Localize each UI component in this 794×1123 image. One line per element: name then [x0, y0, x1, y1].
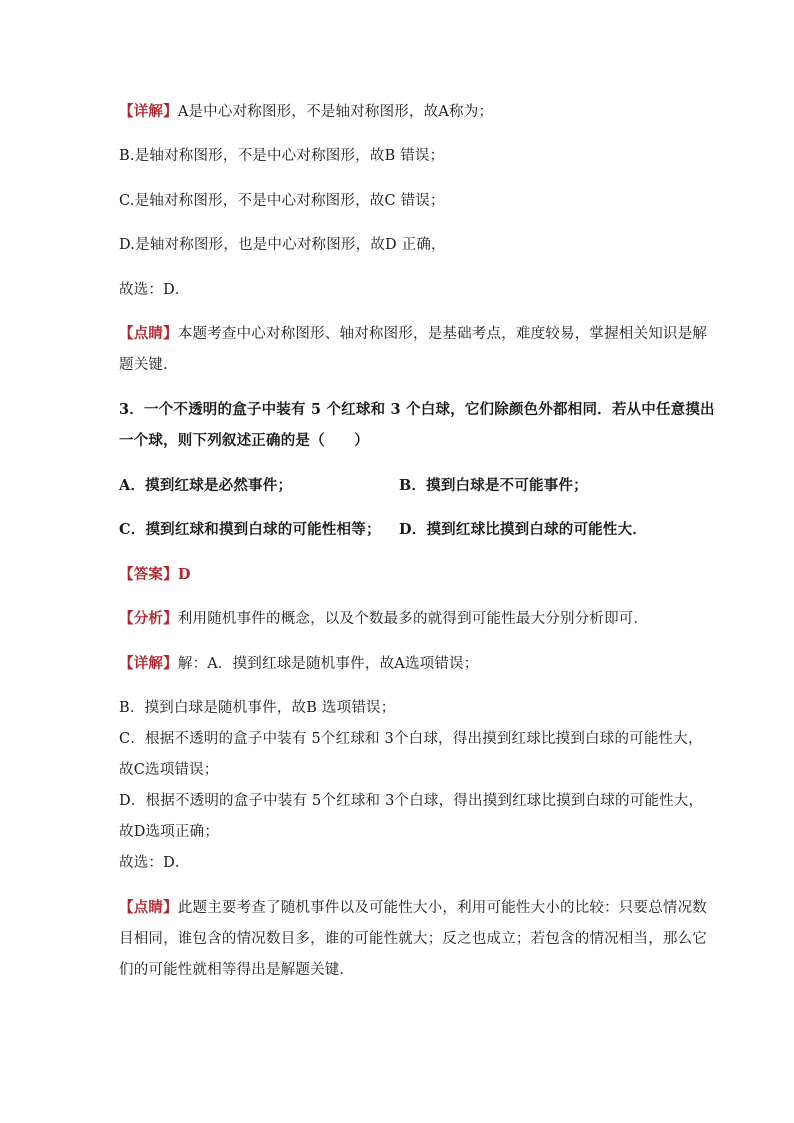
analysis-line — [119, 609, 648, 629]
prev-comment-line-1 — [119, 324, 707, 344]
prev-detail-line-3: C.是轴对称图形，不是中心对称图形，故C 错误； — [119, 193, 445, 209]
option-d: D．摸到红球比摸到白球的可能性大． — [399, 521, 647, 538]
comment-line-3: 们的可能性就相等得出是解题关键． — [119, 962, 355, 978]
analysis-text: 利用随机事件的概念，以及个数最多的就得到可能性最大分别分析即可． — [177, 611, 649, 627]
detail-line-5: D．根据不透明的盒子中装有 5个红球和 3个白球，得出摸到红球比摸到白球的可能性大， — [119, 793, 704, 809]
detail-line-3: C．根据不透明的盒子中装有 5个红球和 3个白球，得出摸到红球比摸到白球的可能性大， — [119, 731, 703, 747]
prev-comment-line-2: 题关键． — [119, 357, 178, 373]
option-a: A．摸到红球是必然事件； — [119, 477, 293, 494]
detail-text: 解：A．摸到红球是随机事件，故A选项错误； — [177, 656, 479, 672]
prev-detail-line-4: D.是轴对称图形，也是中心对称图形，故D 正确， — [119, 237, 446, 253]
comment-text: 此题主要考查了随机事件以及可能性大小，利用可能性大小的比较：只要总情况数 — [177, 900, 708, 916]
prev-detail-line-2: B.是轴对称图形，不是中心对称图形，故B 错误； — [119, 148, 445, 164]
comment-line-1 — [119, 898, 707, 918]
option-row-1 — [119, 476, 292, 496]
comment-line-2: 目相同，谁包含的情况数目多，谁的可能性就大；反之也成立；若包含的情况相当，那么它 — [119, 931, 707, 947]
comment-text: 本题考查中心对称图形、轴对称图形，是基础考点，难度较易，掌握相关知识是解 — [177, 326, 708, 342]
prev-detail-line-1 — [119, 102, 493, 122]
detail-tag: 【详解】 — [119, 103, 178, 120]
analysis-tag: 【分析】 — [119, 610, 178, 627]
answer-line — [119, 565, 191, 585]
answer-value: D — [177, 566, 191, 583]
comment-tag: 【点睛】 — [119, 899, 178, 916]
detail-line-2: B．摸到白球是随机事件，故B 选项错误； — [119, 700, 396, 716]
option-row-2 — [119, 520, 381, 540]
detail-line-4: 故C选项错误； — [119, 762, 219, 778]
question-stem-line-2: 一个球，则下列叙述正确的是（ ） — [119, 432, 369, 449]
option-b: B．摸到白球是不可能事件； — [399, 477, 588, 494]
detail-line-6: 故D选项正确； — [119, 824, 220, 840]
choice-line: 故选：D． — [119, 855, 190, 871]
detail-line-1 — [119, 654, 478, 674]
detail-tag: 【详解】 — [119, 655, 178, 672]
prev-choice: 故选：D． — [119, 282, 190, 298]
answer-tag: 【答案】 — [119, 566, 178, 583]
option-c: C．摸到红球和摸到白球的可能性相等； — [119, 521, 381, 538]
question-stem-line-1: 3．一个不透明的盒子中装有 5 个红球和 3 个白球，它们除颜色外都相同．若从中任意摸出 — [119, 401, 715, 418]
comment-tag: 【点睛】 — [119, 325, 178, 342]
detail-text: A是中心对称图形，不是轴对称图形，故A称为； — [177, 104, 494, 120]
